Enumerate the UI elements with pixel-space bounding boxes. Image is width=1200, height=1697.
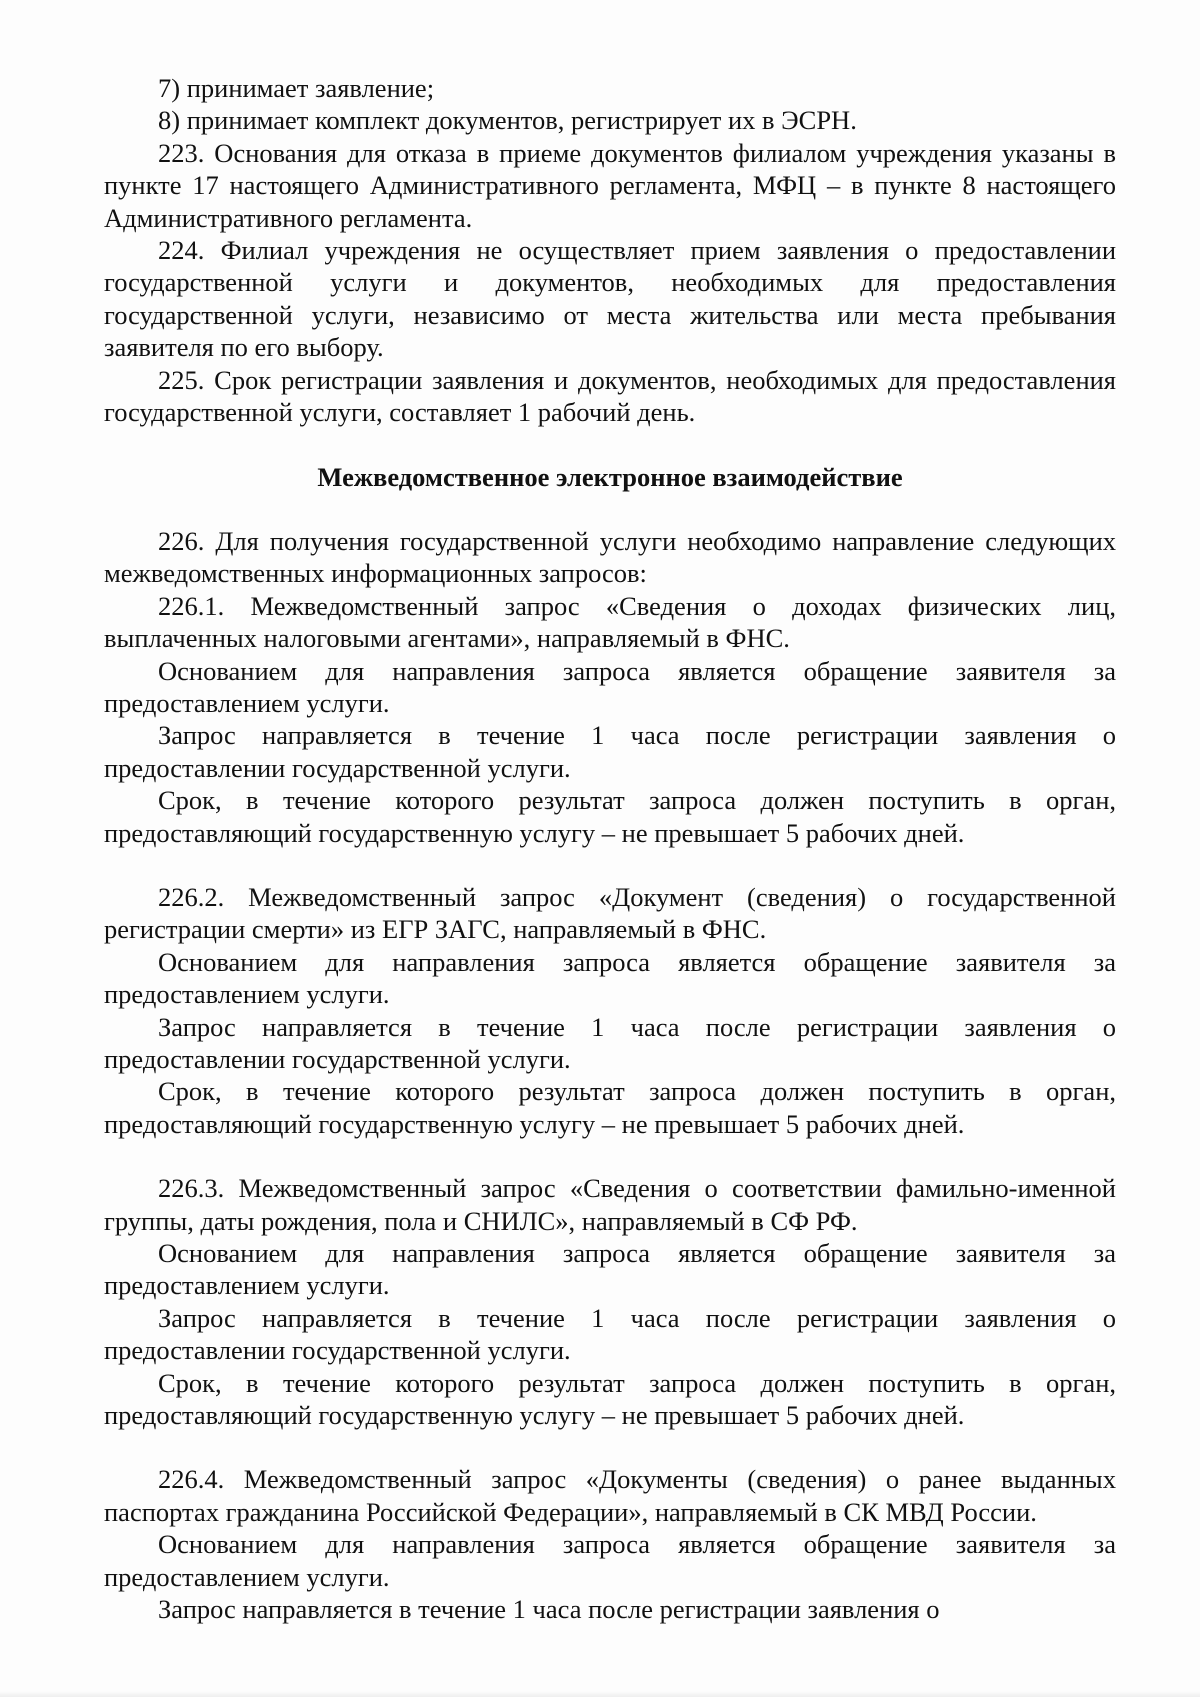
spacer — [104, 849, 1116, 881]
paragraph-226-1-basis: Основанием для направления запроса является обращение заявителя за предоставлением услуги. — [104, 655, 1116, 718]
paragraph-223: 223. Основания для отказа в приеме документов филиалом учреждения указаны в пункте 17 настоящего Административного регламента, МФЦ – в пункте 8 настоящего Административного регламента. — [104, 137, 1116, 233]
paragraph-226-1-deadline: Срок, в течение которого результат запроса должен поступить в орган, предоставляющий государственную услугу – не превышает 5 рабочих дней. — [104, 785, 1116, 848]
section-heading: Межведомственное электронное взаимодействие — [317, 462, 903, 493]
paragraph-226-1-timing: Запрос направляется в течение 1 часа после регистрации заявления о предоставлении государственной услуги. — [104, 720, 1116, 783]
paragraph-224: 224. Филиал учреждения не осуществляет прием заявления о предоставлении государственной услуги и документов, необходимых для предоставления государственной услуги, независимо от места жительства или места пребывания заявителя по его выбору. — [104, 235, 1116, 363]
scan-edge-shadow — [0, 1691, 1200, 1697]
paragraph-226-2: 226.2. Межведомственный запрос «Документ (сведения) о государственной регистрации смерти» из ЕГР ЗАГС, направляемый в ФНС. — [104, 881, 1116, 945]
list-item-8: 8) принимает комплект документов, регистрирует их в ЭСРН. — [158, 105, 857, 136]
paragraph-226-1: 226.1. Межведомственный запрос «Сведения о доходах физических лиц, выплаченных налоговыми агентами», направляемый в ФНС. — [104, 590, 1116, 654]
paragraph-226-4-basis: Основанием для направления запроса является обращение заявителя за предоставлением услуги. — [104, 1529, 1116, 1592]
document-body — [104, 72, 1116, 1625]
paragraph-226-3: 226.3. Межведомственный запрос «Сведения о соответствии фамильно-именной группы, даты рождения, пола и СНИЛС», направляемый в СФ РФ. — [104, 1173, 1116, 1236]
spacer — [104, 428, 1116, 461]
spacer — [104, 1140, 1116, 1172]
paragraph-226-2-basis: Основанием для направления запроса является обращение заявителя за предоставлением услуги. — [104, 946, 1116, 1010]
spacer — [104, 1431, 1116, 1463]
paragraph-226: 226. Для получения государственной услуги необходимо направление следующих межведомственных информационных запросов: — [104, 525, 1116, 589]
paragraph-226-2-timing: Запрос направляется в течение 1 часа после регистрации заявления о предоставлении государственной услуги. — [104, 1011, 1116, 1074]
paragraph-225: 225. Срок регистрации заявления и документов, необходимых для предоставления государственной услуги, составляет 1 рабочий день. — [104, 364, 1116, 428]
paragraph-226-2-deadline: Срок, в течение которого результат запроса должен поступить в орган, предоставляющий государственную услугу – не превышает 5 рабочих дней. — [104, 1076, 1116, 1139]
paragraph-226-3-basis: Основанием для направления запроса является обращение заявителя за предоставлением услуги. — [104, 1238, 1116, 1301]
spacer — [104, 494, 1116, 525]
paragraph-226-3-timing: Запрос направляется в течение 1 часа после регистрации заявления о предоставлении государственной услуги. — [104, 1302, 1116, 1366]
list-item-7: 7) принимает заявление; — [158, 73, 435, 103]
paragraph-226-3-deadline: Срок, в течение которого результат запроса должен поступить в орган, предоставляющий государственную услугу – не превышает 5 рабочих дней. — [104, 1367, 1116, 1431]
paragraph-226-4-timing: Запрос направляется в течение 1 часа после регистрации заявления о — [158, 1594, 940, 1625]
paragraph-226-4: 226.4. Межведомственный запрос «Документы (сведения) о ранее выданных паспортах гражданина Российской Федерации», направляемый в СК МВД России. — [104, 1464, 1116, 1527]
